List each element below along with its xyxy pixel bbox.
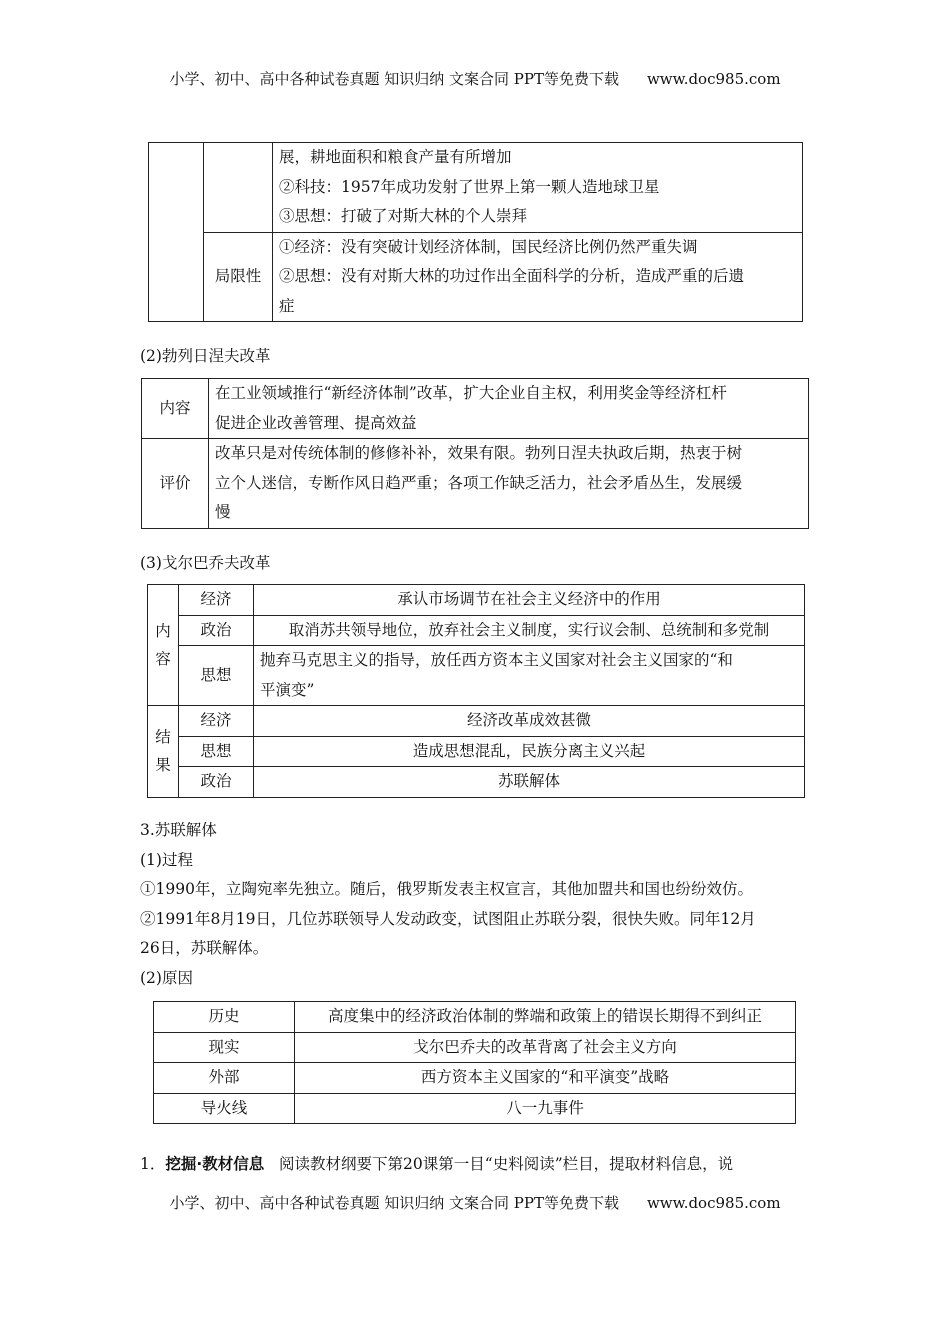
dissolution-section: 3.苏联解体 (1)过程 ①1990年，立陶宛率先独立。随后，俄罗斯发表主权宣言，其他加盟共和国也纷纷效仿。 ②1991年8月19日，几位苏联领导人发动政变，试图阻止苏联分裂，很快失败。同年12月 26日，苏联解体。 (2)原因 <box>140 821 756 987</box>
question-1: 1．挖掘·教材信息 阅读教材纲要下第20课第一目“史料阅读”栏目，提取材料信息，说 <box>140 1155 734 1173</box>
gorbachev-title: (3)戈尔巴乔夫改革 <box>140 554 271 572</box>
page-footer: 小学、初中、高中各种试卷真题 知识归纳 文案合同 PPT等免费下载 www.doc985.com <box>169 1194 781 1212</box>
page-header: 小学、初中、高中各种试卷真题 知识归纳 文案合同 PPT等免费下载 www.doc985.com <box>169 70 781 88</box>
causes-table: 历史 高度集中的经济政治体制的弊端和政策上的错误长期得不到纠正 现实 戈尔巴乔夫的改革背离了社会主义方向 外部 西方资本主义国家的“和平演变”战略 导火线 八一九事件 <box>153 1001 796 1124</box>
limit-label: 局限性 <box>204 232 273 322</box>
brezhnev-title: (2)勃列日涅夫改革 <box>140 347 271 365</box>
gorbachev-table: 内 容 经济 承认市场调节在社会主义经济中的作用 政治 取消苏共领导地位，放弃社会主义制度，实行议会制、总统制和多党制 思想 抛弃马克思主义的指导，放任西方资本主义国家对社会主义国家的“和 平演变” 结 果 经济 经济改革成效甚微 思想 造成思想混乱，民族分离主义兴起 政治 苏联解体 <box>147 584 805 798</box>
limit-cell: ①经济：没有突破计划经济体制，国民经济比例仍然严重失调 ②思想：没有对斯大林的功过作出全面科学的分析，造成严重的后遗 症 <box>273 232 803 322</box>
khrushchev-reform-table <box>148 142 803 322</box>
effect-cell: 展，耕地面积和粮食产量有所增加 ②科技：1957年成功发射了世界上第一颗人造地球卫星 ③思想：打破了对斯大林的个人崇拜 <box>273 143 803 233</box>
brezhnev-table: 内容 在工业领域推行“新经济体制”改革，扩大企业自主权，利用奖金等经济杠杆 促进企业改善管理、提高效益 评价 改革只是对传统体制的修修补补，效果有限。勃列日涅夫执政后期，热衷于树 立个人迷信，专断作风日趋严重；各项工作缺乏活力，社会矛盾丛生，发展缓 慢 <box>141 378 809 529</box>
